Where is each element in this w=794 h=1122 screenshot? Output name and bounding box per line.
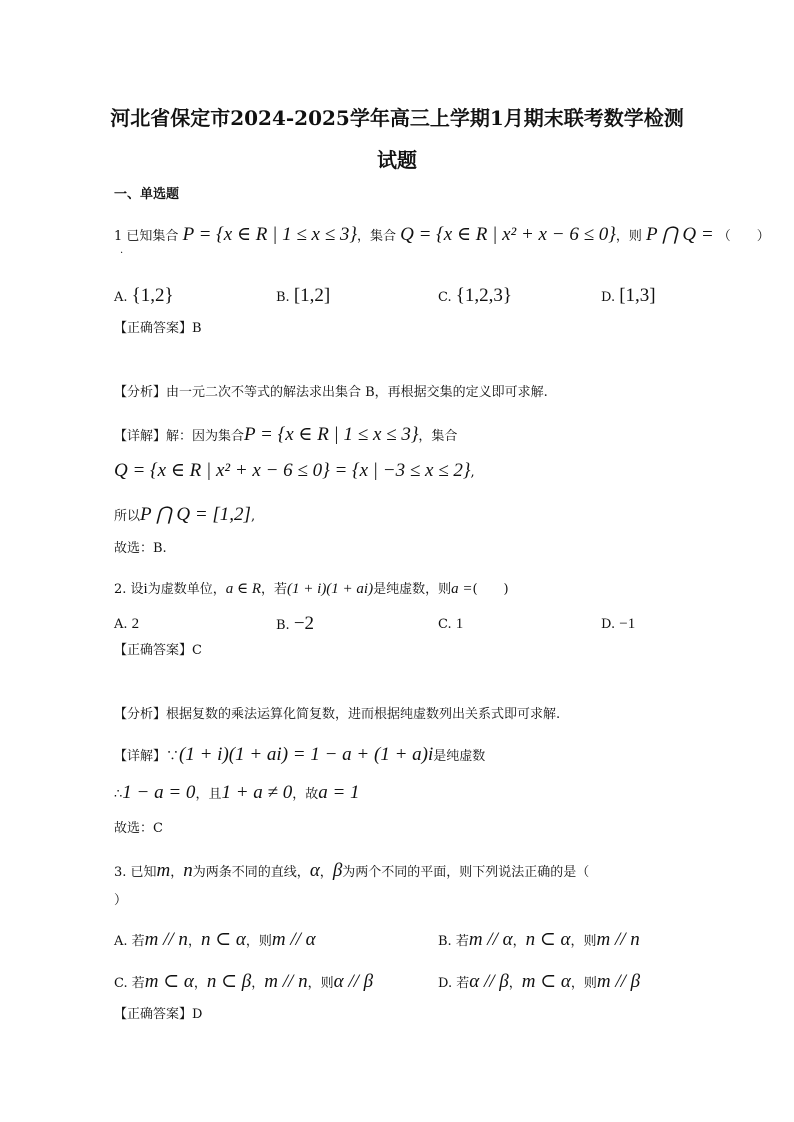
q1-set-q: Q = {x ∈ R | x² + x − 6 ≤ 0} (400, 224, 616, 245)
q2-option-c (438, 614, 463, 635)
q2-option-b (276, 614, 314, 636)
q1-text-tail: ，则 (615, 229, 642, 244)
q3-stem (114, 862, 589, 882)
q1-detail-text-a: 【详解】解：因为集合 (114, 429, 245, 444)
q2-detail-expr: (1 + i)(1 + ai) = 1 − a + (1 + a)i (179, 744, 434, 765)
q3-option-c-s2: ， (251, 976, 265, 991)
q2-option-a-label: A. (114, 617, 128, 632)
q3-option-c-p2: n ⊂ β (206, 971, 252, 992)
q3-option-b-s1: ， (512, 934, 526, 949)
q1-detail-set-q: Q = {x ∈ R | x² + x − 6 ≤ 0} = {x | −3 ≤ x ≤ 2} (114, 460, 471, 481)
q3-option-a (114, 930, 316, 952)
q3-option-b (438, 930, 640, 952)
q1-option-a (114, 286, 174, 308)
q2-option-b-value: −2 (293, 613, 315, 634)
q1-analysis: 【分析】由一元二次不等式的解法求出集合 B，再根据交集的定义即可求解. (114, 385, 548, 400)
q3-beta: β (332, 860, 343, 881)
q3-option-c-p1: m ⊂ α (144, 971, 194, 992)
q1-detail-line-1 (114, 426, 457, 446)
q3-text-b: 为两条不同的直线， (192, 865, 310, 880)
q3-option-b-p2: n ⊂ α (525, 929, 571, 950)
q3-comma-2: ， (319, 865, 333, 880)
q2-detail-text-b: 是纯虚数 (433, 749, 486, 764)
q1-text-a: 已知集合 (126, 229, 179, 244)
q1-option-d-label: D. (601, 290, 616, 305)
q3-option-d-s1: ， (508, 976, 522, 991)
q2-answer: 【正确答案】C (114, 643, 202, 658)
q2-text-a: 2. 设 (114, 582, 144, 597)
q3-option-b-p3: m // n (596, 929, 640, 950)
q3-option-d-label: D. 若 (438, 976, 470, 991)
q3-text-c: 为两个不同的平面，则下列说法正确的是（ (342, 865, 590, 880)
q1-option-b (276, 286, 330, 308)
q1-expr: P ⋂ Q = (646, 224, 714, 245)
q3-option-a-p2: n ⊂ α (200, 929, 246, 950)
q3-option-c (114, 972, 373, 994)
q3-option-c-p4: α // β (333, 971, 374, 992)
q1-so-end: , (250, 509, 256, 524)
q3-text-a: 3. 已知 (114, 865, 157, 880)
q1-option-a-value: {1,2} (131, 285, 174, 306)
q2-option-c-label: C. (438, 617, 452, 632)
q2-a-eq: a = (451, 581, 473, 597)
q3-option-d (438, 972, 640, 994)
q1-choose: 故选：B. (114, 541, 167, 556)
q1-option-c-label: C. (438, 290, 452, 305)
q1-option-a-label: A. (114, 290, 128, 305)
q1-option-b-label: B. (276, 290, 290, 305)
q1-detail-text-b: ，集合 (418, 429, 458, 444)
q1-detail-line-2 (114, 462, 475, 482)
q2-cond-1: 1 − a = 0 (122, 782, 196, 803)
q3-option-a-s1: ， (187, 934, 201, 949)
title-line-2: 试题 (377, 148, 417, 172)
q3-stem-end: ） (114, 893, 128, 908)
q3-n: n (183, 860, 193, 881)
q2-option-d-label: D. (601, 617, 616, 632)
q3-m: m (156, 860, 171, 881)
q1-paren: （ ） (717, 229, 770, 244)
q3-option-d-p2: m ⊂ α (521, 971, 571, 992)
q2-text-b: 为虚数单位， (147, 582, 226, 597)
q1-set-p: P = {x ∈ R | 1 ≤ x ≤ 3} (182, 224, 357, 245)
q2-a-in-r: a ∈ R (225, 581, 262, 597)
q2-imaginary-unit: i (143, 581, 148, 597)
q2-product: (1 + i)(1 + ai) (287, 581, 374, 597)
q2-option-c-value: 1 (455, 616, 464, 632)
q2-detail-line (114, 746, 485, 766)
title-line-1: 河北省保定市2024-2025学年高三上学期1月期末联考数学检测 (110, 106, 684, 130)
q2-paren: ( ) (472, 582, 509, 597)
q3-answer: 【正确答案】D (114, 1007, 203, 1022)
q1-option-c-value: {1,2,3} (455, 285, 513, 306)
q1-option-d-value: [1,3] (619, 285, 656, 306)
q2-text-d: 是纯虚数，则 (373, 582, 452, 597)
q1-dot: . (120, 245, 124, 256)
q3-option-c-p3: m // n (264, 971, 308, 992)
q3-option-a-p3: m // α (271, 929, 316, 950)
q1-answer: 【正确答案】B (114, 321, 202, 336)
q2-stem (114, 580, 509, 599)
q2-conclusion-line (114, 784, 360, 804)
q1-number: 1 (114, 229, 123, 244)
q3-option-c-s1: ， (193, 976, 207, 991)
q2-text-mid2: ，故 (292, 787, 319, 802)
q1-so-text: 所以 (114, 509, 141, 524)
q3-option-c-s3: ，则 (307, 976, 334, 991)
q2-option-b-label: B. (276, 618, 290, 633)
q3-option-d-p3: m // β (596, 971, 641, 992)
q2-option-d (601, 614, 635, 635)
q2-text-mid: ，且 (195, 787, 222, 802)
q3-option-b-s2: ，则 (570, 934, 597, 949)
q2-option-d-value: −1 (619, 616, 636, 632)
q2-text-c: ，若 (261, 582, 288, 597)
q3-alpha: α (309, 860, 320, 881)
q2-therefore: ∴ (114, 787, 123, 802)
q1-detail-q-end: , (470, 465, 475, 480)
q3-comma-1: ， (170, 865, 184, 880)
q1-detail-set-p: P = {x ∈ R | 1 ≤ x ≤ 3} (244, 424, 419, 445)
q3-option-b-label: B. 若 (438, 934, 469, 949)
q2-choose: 故选：C (114, 821, 163, 836)
q3-option-d-p1: α // β (469, 971, 509, 992)
q3-option-c-label: C. 若 (114, 976, 145, 991)
q3-option-a-s2: ，则 (245, 934, 272, 949)
q1-text-mid: ，集合 (356, 229, 396, 244)
q3-option-a-p1: m // n (144, 929, 188, 950)
q3-option-b-p1: m // α (468, 929, 513, 950)
q2-result: a = 1 (318, 782, 360, 803)
q1-so-expr: P ⋂ Q = [1,2] (140, 504, 251, 525)
q2-analysis: 【分析】根据复数的乘法运算化简复数，进而根据纯虚数列出关系式即可求解. (114, 707, 561, 722)
q2-cond-2: 1 + a ≠ 0 (221, 782, 293, 803)
q1-option-b-value: [1,2] (293, 285, 331, 306)
q3-option-a-label: A. 若 (114, 934, 145, 949)
q1-stem (114, 226, 770, 246)
q1-option-d (601, 286, 656, 308)
q1-option-c (438, 286, 512, 308)
q2-option-a (114, 614, 139, 635)
q2-option-a-value: 2 (131, 616, 140, 632)
q3-option-d-s2: ，则 (570, 976, 597, 991)
q1-so-line (114, 506, 255, 526)
section-heading: 一、单选题 (114, 187, 180, 202)
q2-detail-text-a: 【详解】∵ (114, 749, 180, 764)
